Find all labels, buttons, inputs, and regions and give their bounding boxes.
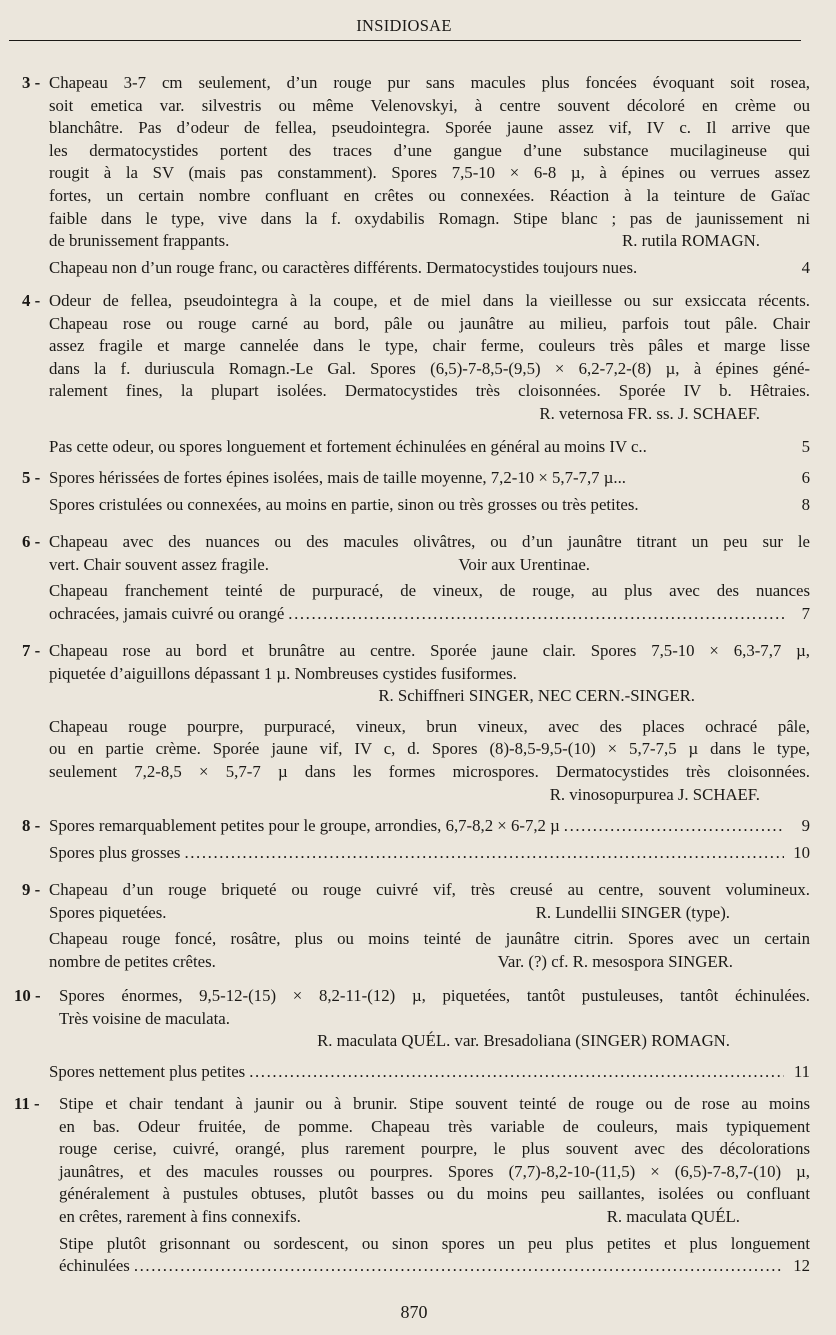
taxon-name: Var. (?) cf. R. mesospora SINGER. bbox=[497, 951, 733, 971]
text-line: Chapeau 3-7 cm seulement, d’un rouge pur sans macules plus foncées évoquant soit rosea, bbox=[49, 73, 810, 92]
couplet-lead bbox=[22, 72, 810, 253]
text-line: Très voisine de maculata. bbox=[59, 1008, 230, 1028]
dot-leader bbox=[288, 603, 784, 626]
text-line: Chapeau franchement teinté de purpuracé, de vineux, de rouge, au plus avec des nuances bbox=[49, 581, 810, 601]
text-line: ralement fines, la plupart isolées. Dermatocystides très cloisonnées. Sporée IV b. Hêtraies. bbox=[49, 381, 810, 401]
couplet-6 bbox=[22, 531, 810, 625]
text-fragment: de brunissement frappants. bbox=[49, 231, 230, 251]
text-line bbox=[49, 902, 810, 925]
couplet-10 bbox=[14, 985, 810, 1083]
couplet-number: 10 - bbox=[14, 986, 41, 1005]
text-line: piquetée d’aiguillons dépassant 1 µ. Nombreuses cystides fusiformes. bbox=[49, 663, 517, 683]
text-fragment: Spores piquetées. bbox=[49, 902, 167, 922]
text-line: jaunâtres, et des macules rousses ou pourpres. Spores (7,7)-8,2-10-(11,5) × (6,5)-7-8,7-(10) µ, bbox=[59, 1161, 810, 1181]
text-line: dans la f. duriuscula Romagn.-Le Gal. Spores (6,5)-7-8,5-(9,5) × 6,2-7,2-(8) µ, à épines géné- bbox=[49, 358, 810, 378]
goto-number[interactable]: 7 bbox=[801, 603, 810, 623]
goto-number[interactable]: 8 bbox=[801, 494, 810, 514]
text-line: Chapeau rose ou rouge carné au bord, pâle ou jaunâtre au milieu, parfois tout pâle. Chair bbox=[49, 313, 810, 333]
text-line: Stipe plutôt grisonnant ou sordescent, ou sinon spores un peu plus petites et plus longuement bbox=[59, 1233, 810, 1253]
text-line: rougit à la SV (mais pas constamment). Spores 7,5-10 × 6-8 µ, à épines ou verrues assez bbox=[49, 163, 810, 183]
text-line bbox=[49, 951, 810, 974]
couplet-lead bbox=[22, 815, 810, 838]
couplet-7 bbox=[22, 640, 810, 806]
text-fragment: en crêtes, rarement à fins connexifs. bbox=[59, 1206, 301, 1226]
couplet-number: 6 - bbox=[22, 532, 41, 551]
couplet-number: 8 - bbox=[22, 816, 41, 835]
text-line: les dermatocystides portent des traces d’une gangue d’une substance mucilagineuse qui bbox=[49, 140, 810, 160]
text-line: Chapeau rouge foncé, rosâtre, plus ou moins teinté de jaunâtre citrin. Spores avec un certain bbox=[49, 929, 810, 949]
couplet-11 bbox=[14, 1093, 810, 1278]
text-fragment: nombre de petites crêtes. bbox=[49, 951, 216, 971]
goto-number[interactable]: 5 bbox=[801, 436, 810, 456]
couplet-number: 4 - bbox=[22, 291, 41, 310]
couplet-lead bbox=[22, 531, 810, 576]
couplet-alternative bbox=[22, 716, 810, 806]
couplet-number: 3 - bbox=[22, 73, 41, 92]
header-rule bbox=[9, 40, 801, 41]
alt-text: Pas cette odeur, ou spores longuement et fortement échinulées en général au moins IV c.. bbox=[49, 436, 647, 456]
couplet-alternative bbox=[22, 842, 810, 865]
text-line: Stipe et chair tendant à jaunir ou à brunir. Stipe souvent teinté de rouge ou de rose au moins bbox=[59, 1094, 810, 1113]
couplet-number: 9 - bbox=[22, 880, 41, 899]
goto-number[interactable]: 10 bbox=[793, 842, 810, 862]
text-line: Odeur de fellea, pseudointegra à la coupe, et de miel dans la vieillesse ou sur exsiccata récents. bbox=[49, 291, 810, 310]
alt-text: Spores cristulées ou connexées, au moins en partie, sinon ou très grosses ou très petites. bbox=[49, 494, 639, 514]
couplet-lead bbox=[14, 1093, 810, 1229]
text-line: Chapeau d’un rouge briqueté ou rouge cuivré vif, très creusé au centre, souvent volumineux. bbox=[49, 880, 810, 899]
couplet-lead bbox=[14, 985, 810, 1053]
text-line: assez fragile et marge cannelée dans le type, chair ferme, couleurs très pâles et marge lisse bbox=[49, 336, 810, 356]
alt-text: Spores nettement plus petites bbox=[49, 1061, 246, 1081]
couplet-alternative bbox=[22, 928, 810, 973]
header-title: INSIDIOSAE bbox=[356, 16, 452, 35]
text-line bbox=[49, 230, 810, 253]
lead-text: Spores remarquablement petites pour le groupe, arrondies, 6,7-8,2 × 6-7,2 µ bbox=[49, 816, 560, 835]
goto-number[interactable]: 6 bbox=[801, 468, 810, 487]
alt-text: échinulées bbox=[59, 1256, 130, 1276]
couplet-number: 5 - bbox=[22, 468, 41, 487]
goto-number[interactable]: 9 bbox=[801, 816, 810, 835]
taxon-name: R. Lundellii SINGER (type). bbox=[535, 902, 730, 922]
text-line: Chapeau rouge pourpre, purpuracé, vineux, brun vineux, avec des places ochracé pâle, bbox=[49, 716, 810, 736]
goto-number[interactable]: 11 bbox=[793, 1061, 810, 1081]
lead-text: Spores hérissées de fortes épines isolées, mais de taille moyenne, 7,2-10 × 5,7-7,7 µ... bbox=[49, 468, 626, 487]
taxon-reference: Voir aux Urentinae. bbox=[458, 554, 590, 574]
couplet-lead bbox=[22, 467, 810, 490]
text-line: généralement à pustules obtuses, plutôt basses ou du moins peu saillantes, isolées ou confluant bbox=[59, 1184, 810, 1204]
text-fragment: vert. Chair souvent assez fragile. bbox=[49, 554, 269, 574]
alt-text: ochracées, jamais cuivré ou orangé bbox=[49, 603, 285, 623]
goto-number[interactable]: 12 bbox=[793, 1256, 810, 1276]
taxon-name: R. veternosa FR. ss. J. SCHAEF. bbox=[539, 403, 760, 423]
text-line: Chapeau avec des nuances ou des macules olivâtres, ou d’un jaunâtre titrant un peu sur le bbox=[49, 532, 810, 551]
couplet-3 bbox=[22, 72, 810, 279]
couplet-9 bbox=[22, 879, 810, 973]
couplet-8 bbox=[22, 815, 810, 864]
taxon-name: R. maculata QUÉL. var. Bresadoliana (SINGER) ROMAGN. bbox=[317, 1031, 730, 1051]
page-number: 870 bbox=[400, 1302, 428, 1322]
couplet-number: 11 - bbox=[14, 1094, 40, 1113]
dot-leader bbox=[134, 1255, 784, 1278]
text-line: blanchâtre. Pas d’odeur de fellea, pseudointegra. Sporée jaune assez vif, IV c. Il arrive que bbox=[49, 118, 810, 138]
text-line: Chapeau rose au bord et brunâtre au centre. Sporée jaune clair. Spores 7,5-10 × 6,3-7,7 µ, bbox=[49, 641, 810, 660]
couplet-4 bbox=[22, 290, 810, 458]
couplet-alternative bbox=[22, 436, 810, 459]
text-line: rouge cerise, cuivré, orangé, plus rarement pourpre, le plus souvent avec des décolorations bbox=[59, 1139, 810, 1159]
text-line bbox=[59, 1206, 810, 1229]
text-line: fortes, un certain nombre confluant en crêtes ou connexées. Réaction à la teinture de Gaïac bbox=[49, 185, 810, 205]
dot-leader bbox=[564, 815, 784, 838]
taxon-name: R. rutila ROMAGN. bbox=[622, 231, 760, 251]
text-line: en bas. Odeur fruitée, de pomme. Chapeau très variable de couleurs, mais typiquement bbox=[59, 1116, 810, 1136]
text-line: seulement 7,2-8,5 × 5,7-7 µ dans les formes microspores. Dermatocystides très cloisonnées. bbox=[49, 761, 810, 781]
alt-text: Chapeau non d’un rouge franc, ou caractères différents. Dermatocystides toujours nues. bbox=[49, 257, 638, 277]
taxon-name: R. Schiffneri SINGER, NEC CERN.-SINGER. bbox=[378, 686, 695, 706]
couplet-alternative bbox=[22, 257, 810, 280]
leader-line bbox=[59, 1255, 810, 1278]
couplet-alternative bbox=[22, 1061, 810, 1084]
alt-text: Spores plus grosses bbox=[49, 842, 181, 862]
text-line: soit emetica var. silvestris ou même Velenovskyi, à centre souvent décoloré en crème ou bbox=[49, 95, 810, 115]
couplet-alternative bbox=[22, 580, 810, 625]
dot-leader bbox=[249, 1061, 784, 1084]
couplet-alternative bbox=[22, 494, 810, 517]
couplet-lead bbox=[22, 879, 810, 924]
couplet-5 bbox=[22, 467, 810, 516]
text-line: ou en partie crème. Sporée jaune vif, IV c, d. Spores (8)-8,5-9,5-(10) × 5,7-7,5 µ dans le type, bbox=[49, 739, 810, 759]
couplet-alternative bbox=[22, 1233, 810, 1278]
dot-leader bbox=[184, 842, 784, 865]
text-line bbox=[49, 554, 810, 577]
taxon-name: R. maculata QUÉL. bbox=[606, 1206, 740, 1226]
couplet-lead bbox=[22, 290, 810, 426]
text-line: faible dans le type, vive dans la f. oxydabilis Romagn. Stipe blanc ; pas de jaunissement ni bbox=[49, 208, 810, 228]
goto-number[interactable]: 4 bbox=[801, 257, 810, 277]
leader-line bbox=[49, 603, 810, 626]
taxon-name: R. vinosopurpurea J. SCHAEF. bbox=[549, 784, 760, 804]
couplet-number: 7 - bbox=[22, 641, 41, 660]
couplet-lead bbox=[22, 640, 810, 708]
text-line: Spores énormes, 9,5-12-(15) × 8,2-11-(12) µ, piquetées, tantôt pustuleuses, tantôt échinulées. bbox=[59, 986, 810, 1005]
